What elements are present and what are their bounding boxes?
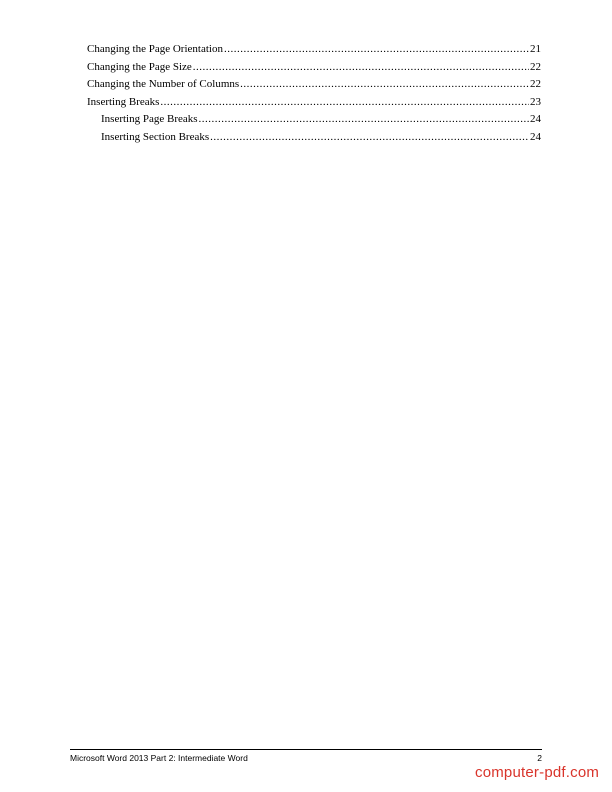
footer-page-number: 2 (537, 753, 542, 763)
toc-dot-leader (193, 59, 529, 77)
page-footer (70, 749, 542, 763)
toc-entry-inserting-page-breaks[interactable] (87, 111, 541, 129)
toc-entry-title: Inserting Breaks (87, 95, 160, 108)
toc-dot-leader (210, 129, 529, 147)
toc-entry-title: Changing the Number of Columns (87, 78, 240, 90)
toc-entry-title: Inserting Page Breaks (101, 113, 198, 125)
toc-entry-title: Changing the Page Orientation (87, 43, 223, 55)
toc-entry-page-size[interactable] (87, 59, 541, 77)
toc-dot-leader (224, 41, 529, 59)
footer-document-title: Microsoft Word 2013 Part 2: Intermediate Word (70, 753, 248, 763)
toc-entry-page-orientation[interactable] (87, 41, 541, 59)
toc-dot-leader (240, 76, 529, 94)
toc-entry-title: Inserting Section Breaks (101, 130, 210, 143)
toc-entry-page: 21 (530, 43, 541, 55)
toc-entry-page: 23 (530, 95, 541, 108)
toc-entry-number-of-columns[interactable] (87, 76, 541, 94)
toc-dot-leader (199, 111, 529, 129)
watermark-link[interactable]: computer-pdf.com (475, 764, 600, 781)
toc-entry-page: 24 (530, 130, 541, 143)
table-of-contents (87, 41, 541, 146)
toc-entry-page: 24 (530, 113, 541, 125)
toc-entry-title: Changing the Page Size (87, 60, 192, 73)
toc-entry-page: 22 (530, 60, 541, 73)
toc-entry-inserting-section-breaks[interactable] (87, 129, 541, 147)
toc-entry-inserting-breaks[interactable] (87, 94, 541, 112)
toc-dot-leader (160, 94, 529, 112)
toc-entry-page: 22 (530, 78, 541, 90)
